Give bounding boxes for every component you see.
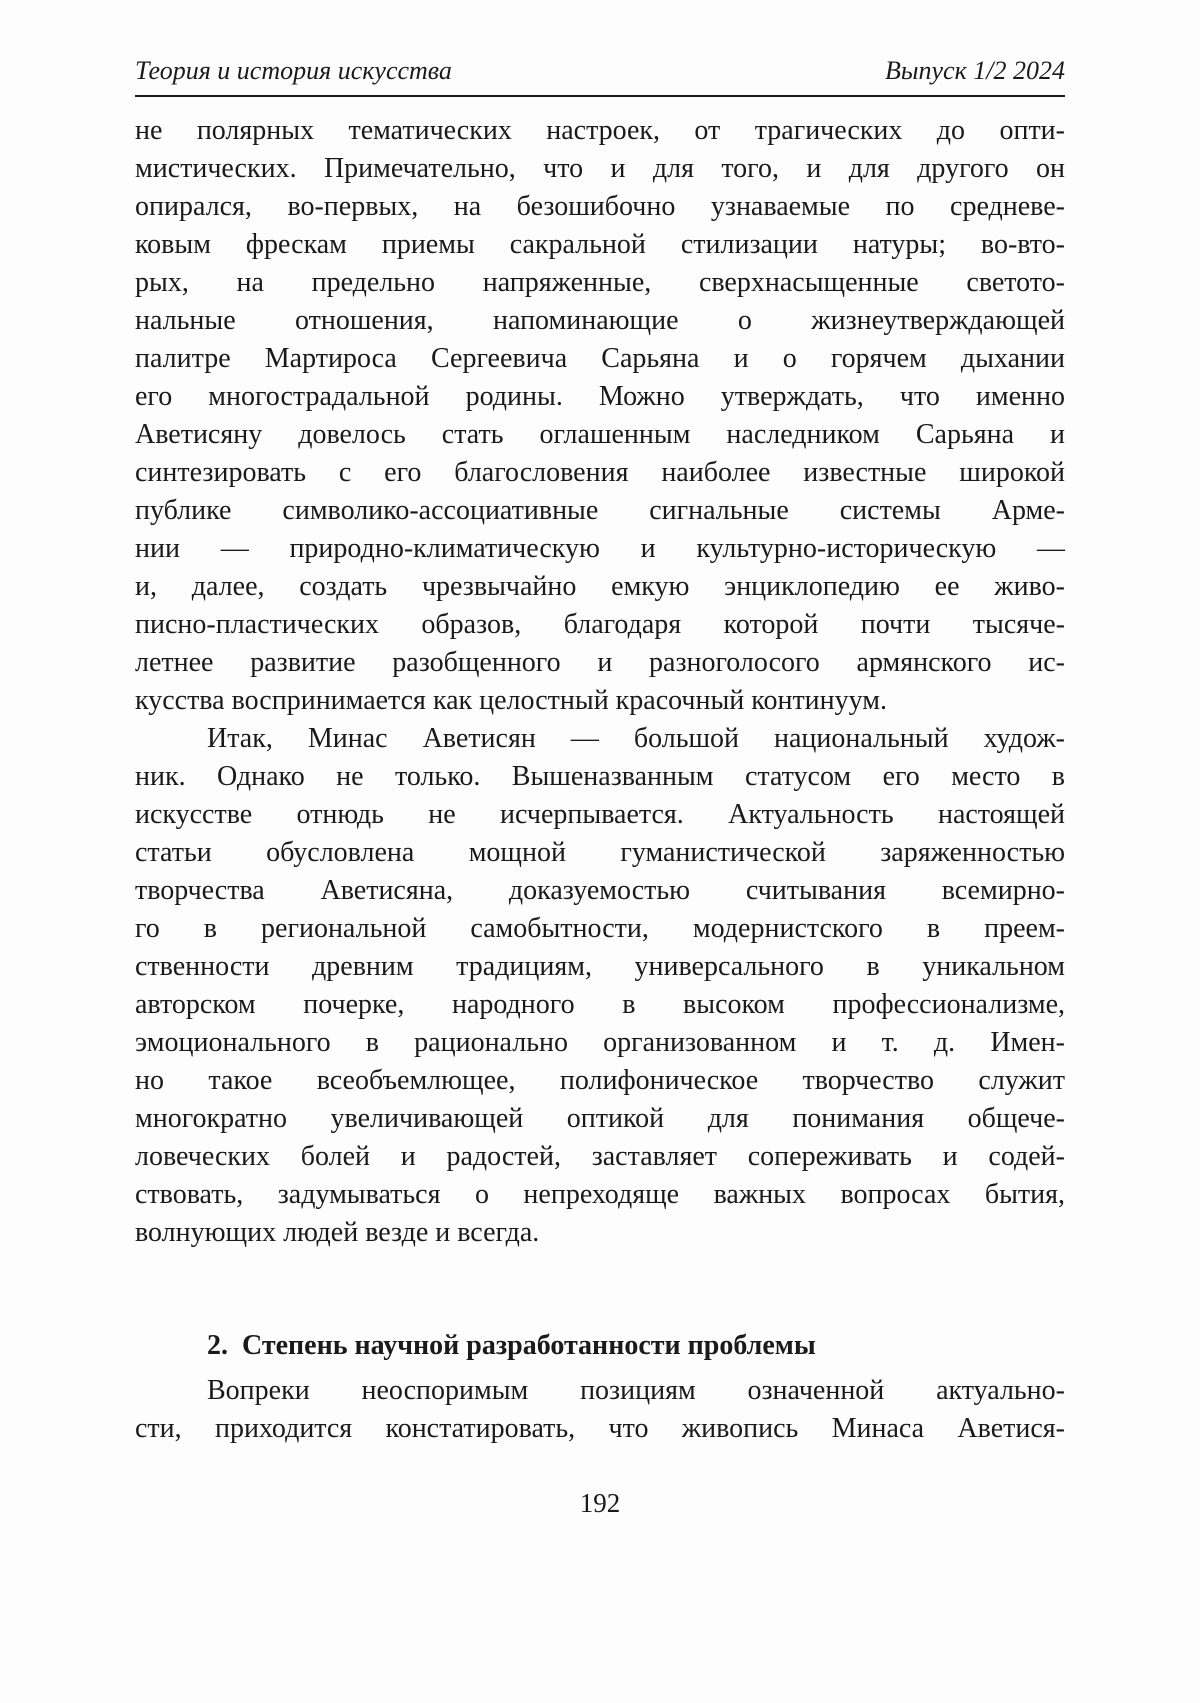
journal-section-title: Теория и история искусства bbox=[135, 56, 452, 85]
text-line: Аветисяну довелось стать оглашенным наследником Сарьяна и bbox=[135, 419, 1065, 450]
text-line: но такое всеобъемлющее, полифоническое творчество служит bbox=[135, 1065, 1065, 1096]
text-line: волнующих людей везде и всегда. bbox=[135, 1217, 540, 1248]
page-number: 192 bbox=[579, 1488, 621, 1518]
text-line: ственности древним традициям, универсального в уникальном bbox=[135, 951, 1065, 982]
text-line: статьи обусловлена мощной гуманистической заряженностью bbox=[135, 837, 1065, 868]
text-line: летнее развитие разобщенного и разноголосого армянского ис- bbox=[135, 647, 1065, 678]
text-line: Итак, Минас Аветисян — большой национальный худож- bbox=[207, 723, 1065, 754]
page-body bbox=[135, 112, 1065, 1448]
text-line: писно-пластических образов, благодаря которой почти тысяче- bbox=[135, 609, 1065, 640]
text-line: публике символико-ассоциативные сигнальные системы Арме- bbox=[135, 495, 1065, 526]
page-footer bbox=[0, 1487, 1200, 1519]
text-line: нии — природно-климатическую и культурно-историческую — bbox=[135, 533, 1065, 564]
text-line: и, далее, создать чрезвычайно емкую энциклопедию ее живо- bbox=[135, 571, 1065, 602]
text-line: ник. Однако не только. Вышеназванным статусом его место в bbox=[135, 761, 1065, 792]
text-line: мистических. Примечательно, что и для того, и для другого он bbox=[135, 153, 1065, 184]
text-line: рых, на предельно напряженные, сверхнасыщенные светото- bbox=[135, 267, 1065, 298]
text-line: многократно увеличивающей оптикой для понимания общече- bbox=[135, 1103, 1065, 1134]
text-line: Вопреки неоспоримым позициям означенной актуально- bbox=[207, 1375, 1065, 1406]
text-line: нальные отношения, напоминающие о жизнеутверждающей bbox=[135, 305, 1065, 336]
text-line: его многострадальной родины. Можно утверждать, что именно bbox=[135, 381, 1065, 412]
text-line: эмоционального в рационально организованном и т. д. Имен- bbox=[135, 1027, 1065, 1058]
text-line: авторском почерке, народного в высоком профессионализме, bbox=[135, 989, 1065, 1020]
paragraph bbox=[135, 1372, 1065, 1448]
text-line: синтезировать с его благословения наиболее известные широкой bbox=[135, 457, 1065, 488]
text-line: опирался, во-первых, на безошибочно узнаваемые по средневе- bbox=[135, 191, 1065, 222]
issue-number: Выпуск 1/2 2024 bbox=[885, 56, 1065, 85]
paragraph bbox=[135, 720, 1065, 1252]
text-line: искусстве отнюдь не исчерпывается. Актуальность настоящей bbox=[135, 799, 1065, 830]
text-line: не полярных тематических настроек, от трагических до опти- bbox=[135, 115, 1065, 146]
text-line: кусства воспринимается как целостный красочный континуум. bbox=[135, 685, 887, 716]
text-line: палитре Мартироса Сергеевича Сарьяна и о горячем дыхании bbox=[135, 343, 1065, 374]
text-line: ковым фрескам приемы сакральной стилизации натуры; во-вто- bbox=[135, 229, 1065, 260]
page-header bbox=[135, 56, 1065, 97]
text-line: творчества Аветисяна, доказуемостью считывания всемирно- bbox=[135, 875, 1065, 906]
paragraph bbox=[135, 112, 1065, 720]
text-line: сти, приходится констатировать, что живопись Минаса Аветися- bbox=[135, 1413, 1065, 1444]
text-line: го в региональной самобытности, модернистского в преем- bbox=[135, 913, 1065, 944]
text-line: ловеческих болей и радостей, заставляет сопереживать и содей- bbox=[135, 1141, 1065, 1172]
section-heading: 2. Степень научной разработанности проблемы bbox=[207, 1330, 816, 1361]
text-line: ствовать, задумываться о непреходяще важных вопросах бытия, bbox=[135, 1179, 1065, 1210]
